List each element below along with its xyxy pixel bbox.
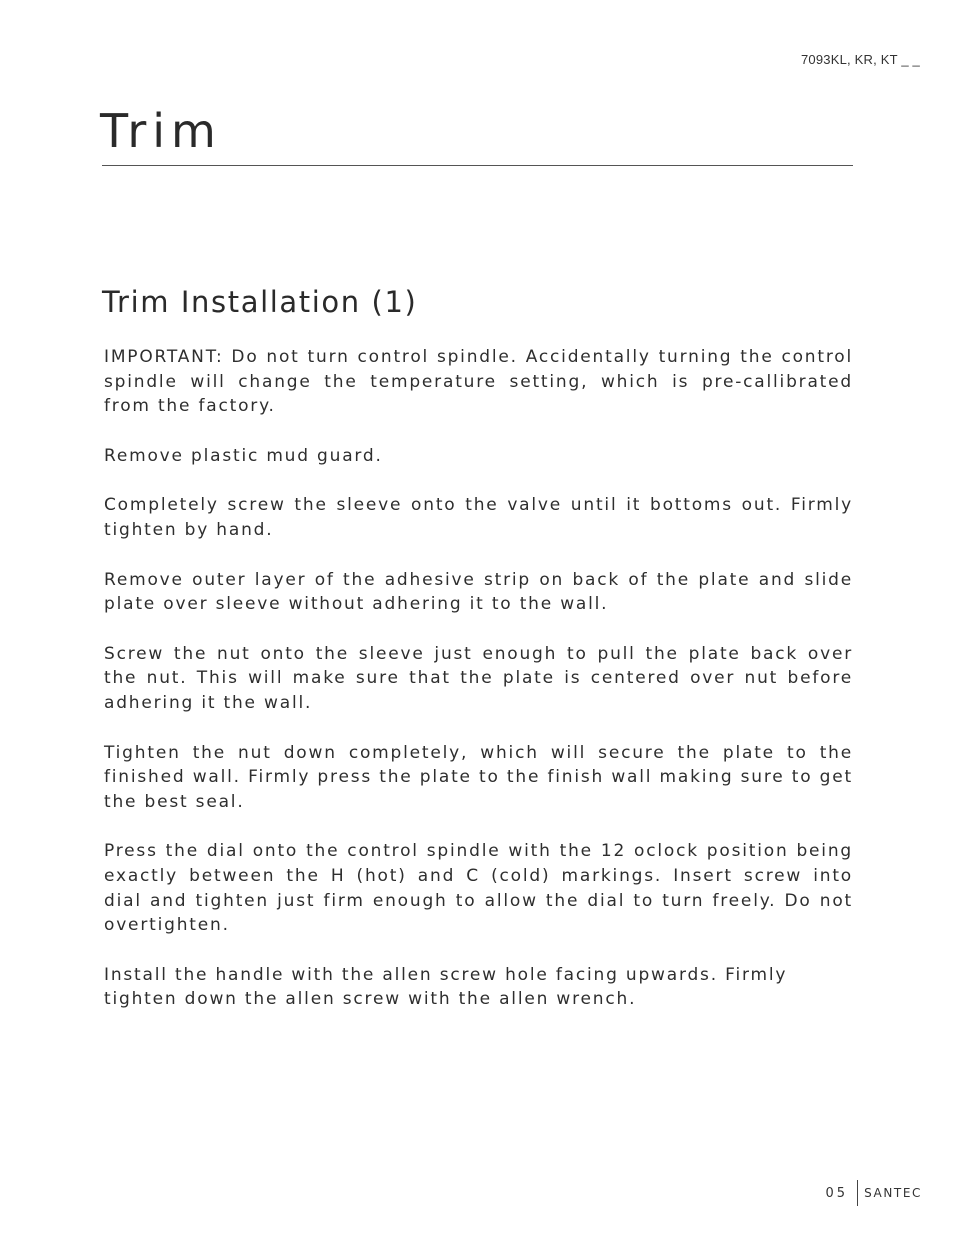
paragraph-sleeve: Completely screw the sleeve onto the valve until it bottoms out. Firmly tighten by hand. [104, 495, 853, 540]
page-title: Trim [100, 104, 222, 158]
paragraph-important: IMPORTANT: Do not turn control spindle. Accidentally turning the control spindle will change the temperature setting, which is pre-callibrated from the factory. [104, 347, 853, 417]
instructions-body [104, 345, 853, 1037]
model-code: 7093KL, KR, KT _ _ [801, 52, 920, 67]
paragraph-mud-guard: Remove plastic mud guard. [104, 445, 383, 466]
paragraph-adhesive-strip: Remove outer layer of the adhesive strip on back of the plate and slide plate over sleeve without adhering it to the wall. [104, 569, 853, 615]
paragraph-tighten-nut: Tighten the nut down completely, which will secure the plate to the finished wall. Firmly press the plate to the finish wall making sure to get the best seal. [104, 742, 853, 812]
page-number: 05 [825, 1185, 849, 1201]
paragraph-nut: Screw the nut onto the sleeve just enough to pull the plate back over the nut. This will make sure that the plate is centered over nut before adhering it the wall. [104, 643, 853, 713]
paragraph-dial: Press the dial onto the control spindle with the 12 oclock position being exactly between the H (hot) and C (cold) markings. Insert screw into dial and tighten just firm enough to allow the dial to turn freely. Do not overtighten. [104, 841, 853, 936]
section-heading: Trim Installation (1) [102, 285, 418, 319]
page-footer [826, 1180, 922, 1206]
paragraph-handle: Install the handle with the allen screw hole facing upwards. Firmly tighten down the allen screw with the allen wrench. [104, 964, 788, 1010]
title-divider [102, 165, 853, 166]
brand-name: SANTEC [864, 1186, 922, 1200]
